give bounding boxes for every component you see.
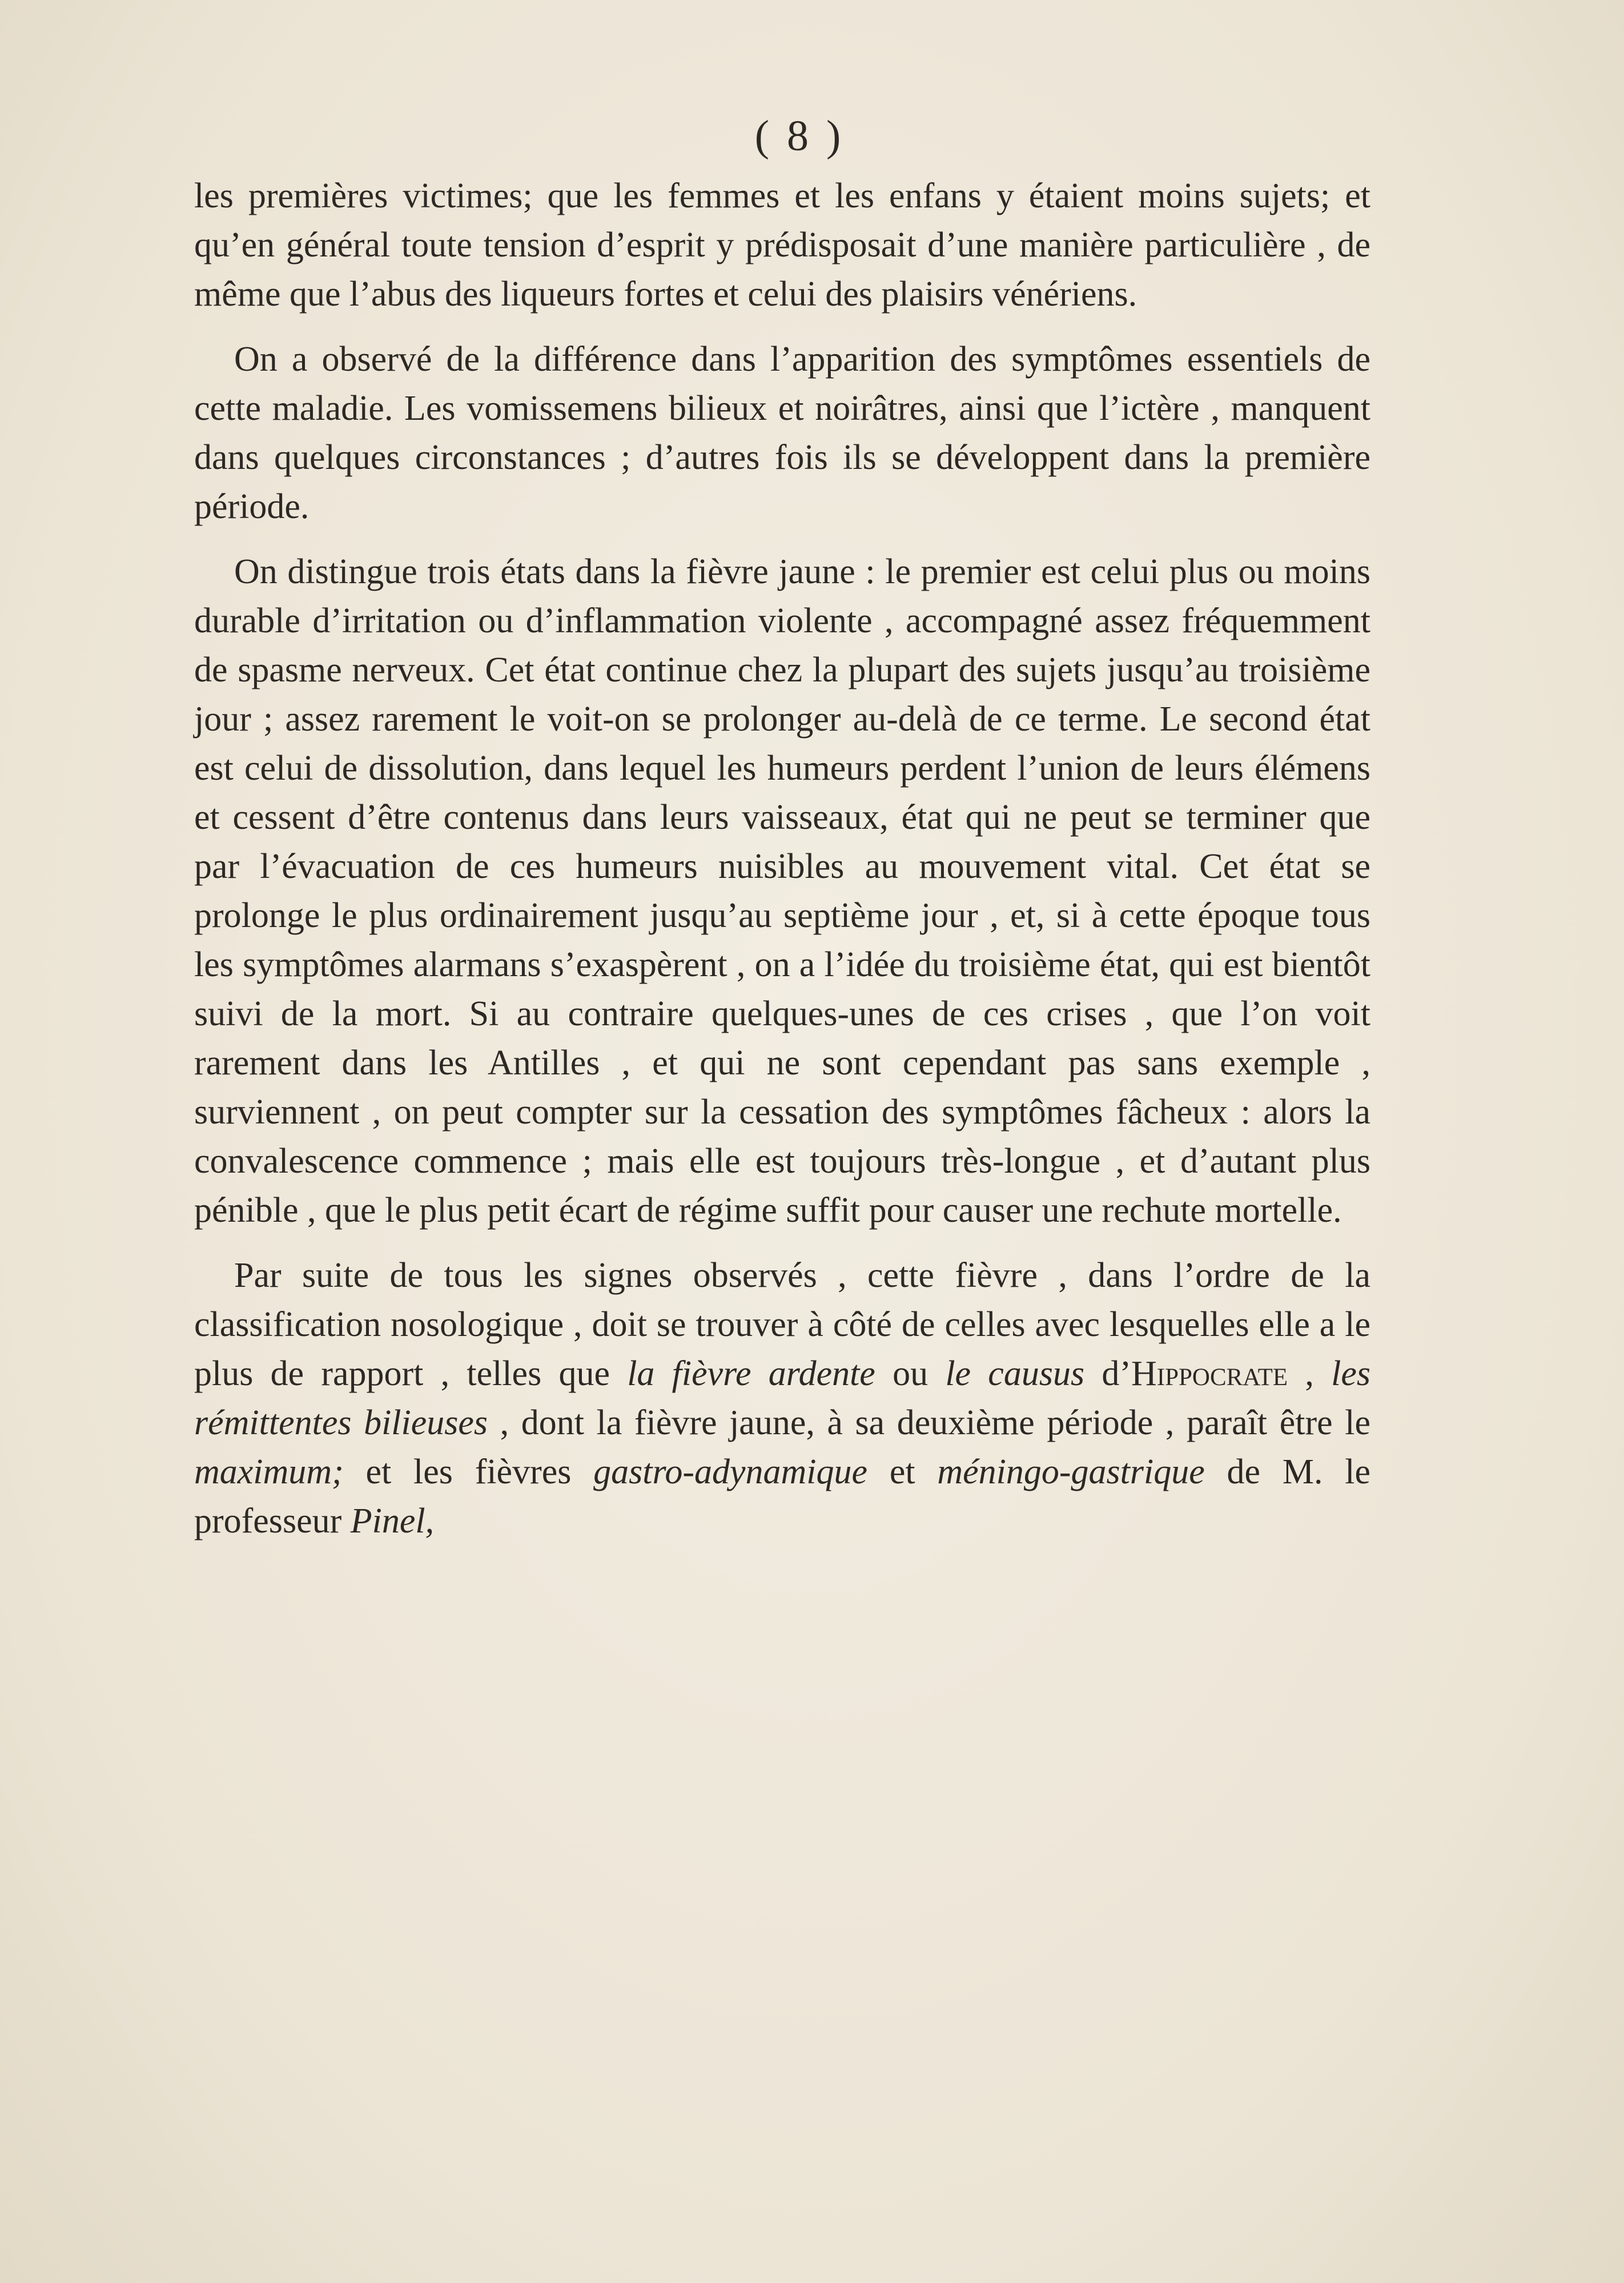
italic-term: Pinel, bbox=[350, 1502, 435, 1540]
italic-term: gastro-adynamique bbox=[593, 1453, 868, 1491]
italic-term: les rémittentes bilieuses bbox=[194, 1354, 1370, 1442]
paragraph-3: On distingue trois états dans la fièvre jaune : le premier est celui plus ou moins durable d’irritation ou d’inflammation violente , accompagné assez fréquemment de spasme nerveux. Cet état continue chez la plupart des sujets jusqu’au troisième jour ; assez rarement le voit-on se prolonger au-delà de ce terme. Le second état est celui de dissolution, dans lequel les humeurs perdent l’union de leurs élémens et cessent d’être contenus dans leurs vaisseaux, état qui ne peut se terminer que par l’évacuation de ces humeurs nuisibles au mouvement vital. Cet état se prolonge le plus ordinairement jusqu’au septième jour , et, si à cette époque tous les symptômes alarmans s’exaspèrent , on a l’idée du troisième état, qui est bientôt suivi de la mort. Si au contraire quelques-unes de ces crises , que l’on voit rarement dans les Antilles , et qui ne sont cependant pas sans exemple , surviennent , on peut compter sur la cessation des symptômes fâcheux : alors la convalescence commence ; mais elle est toujours très-longue , et d’autant plus pénible , que le plus petit écart de régime suffit pour causer une rechute mortelle. bbox=[194, 552, 1370, 1230]
paragraph-2: On a observé de la différence dans l’apparition des symptômes essentiels de cette maladie. Les vomissemens bilieux et noirâtres, ainsi que l’ictère , manquent dans quelques circonstances ; d’autres fois ils se développent dans la première période. bbox=[194, 340, 1370, 526]
text-run: et bbox=[867, 1453, 938, 1491]
paragraph-1: les premières victimes; que les femmes et les enfans y étaient moins sujets; et qu’en général toute tension d’esprit y prédisposait d’une manière particulière , de même que l’abus des liqueurs fortes et celui des plaisirs vénériens. bbox=[194, 176, 1370, 314]
page-number: ( 8 ) bbox=[754, 112, 845, 160]
text-run: , bbox=[1288, 1354, 1332, 1393]
author-name: Hippocrate bbox=[1131, 1354, 1288, 1393]
paragraph-4 bbox=[194, 1251, 1370, 1546]
text-run: de M. le professeur bbox=[194, 1453, 1371, 1540]
body-text bbox=[194, 171, 1370, 1546]
text-run: , dont la fièvre jaune, à sa deuxième période , paraît être le bbox=[488, 1403, 1370, 1442]
text-run: d’ bbox=[1084, 1354, 1131, 1393]
text-run: Par suite de tous les signes observés , cette fièvre , dans l’ordre de la classification nosologique , doit se trouver à côté de celles avec lesquelles elle a le plus de rapport , telles que bbox=[194, 1256, 1370, 1393]
italic-term: le causus bbox=[945, 1354, 1085, 1393]
text-run: ou bbox=[875, 1354, 946, 1393]
italic-term: la fièvre ardente bbox=[627, 1354, 875, 1393]
italic-term: maximum; bbox=[194, 1453, 344, 1491]
text-run: et les fièvres bbox=[343, 1453, 594, 1491]
italic-term: méningo-gastrique bbox=[937, 1453, 1205, 1491]
